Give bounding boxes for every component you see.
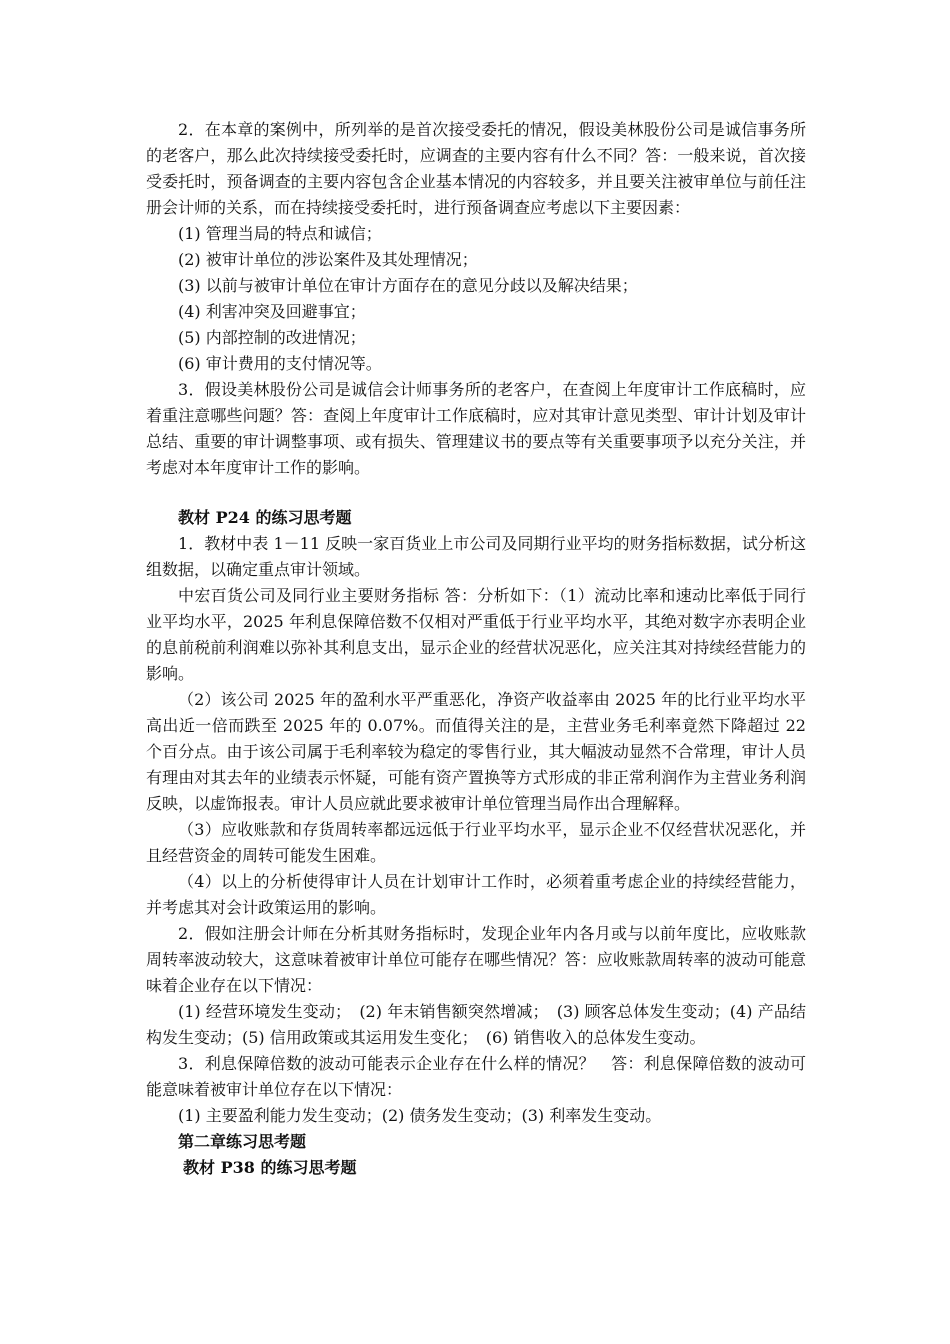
question-3-paragraph: 3．假设美林股份公司是诚信会计师事务所的老客户，在查阅上年度审计工作底稿时，应着重注意哪些问题？答：查阅上年度审计工作底稿时，应对其审计意见类型、审计计划及审计总结、重要的审计调整事项、或有损失、管理建议书的要点等有关重要事项予以充分关注，并考虑对本年度审计工作的影响。: [146, 380, 806, 477]
p24-answer-4: （4）以上的分析使得审计人员在计划审计工作时，必须着重考虑企业的持续经营能力，并考虑其对会计政策运用的影响。: [146, 872, 806, 917]
p24-answer-3: （3）应收账款和存货周转率都远远低于行业平均水平，显示企业不仅经营状况恶化，并且经营资金的周转可能发生困难。: [146, 820, 806, 865]
document-page: [146, 117, 806, 1181]
list-item: (1) 管理当局的特点和诚信；: [178, 224, 382, 243]
chapter-2-heading: 第二章练习思考题: [178, 1132, 307, 1151]
p24-question-2: 2．假如注册会计师在分析其财务指标时，发现企业年内各月或与以前年度比，应收账款周转率波动较大，这意味着被审计单位可能存在哪些情况？答：应收账款周转率的波动可能意味着企业存在以下情况：: [146, 924, 806, 995]
p24-answer-1: 中宏百货公司及同行业主要财务指标 答：分析如下：（1）流动比率和速动比率低于同行业平均水平，2025 年利息保障倍数不仅相对严重低于行业平均水平，其绝对数字亦表明企业的息前税前利润难以弥补其利息支出，显示企业的经营状况恶化，应关注其对持续经营能力的影响。: [146, 586, 806, 683]
section-heading-p24: 教材 P24 的练习思考题: [178, 508, 352, 527]
list-item: (3) 以前与被审计单位在审计方面存在的意见分歧以及解决结果；: [178, 276, 638, 295]
p24-question-3: 3．利息保障倍数的波动可能表示企业存在什么样的情况？ 答：利息保障倍数的波动可能意味着被审计单位存在以下情况：: [146, 1054, 806, 1099]
p24-question-3-items: (1) 主要盈利能力发生变动；(2) 债务发生变动；(3) 利率发生变动。: [178, 1106, 662, 1125]
p24-question-2-items: (1) 经营环境发生变动； (2) 年末销售额突然增减； (3) 顾客总体发生变动；(4) 产品结构发生变动；(5) 信用政策或其运用发生变化； (6) 销售收入的总体发生变动。: [146, 1002, 806, 1047]
p24-question-1: 1．教材中表 1－11 反映一家百货业上市公司及同期行业平均的财务指标数据，试分析这组数据，以确定重点审计领域。: [146, 534, 806, 579]
section-heading-p38: 教材 P38 的练习思考题: [183, 1158, 357, 1177]
list-item: (2) 被审计单位的涉讼案件及其处理情况；: [178, 250, 478, 269]
list-item: (5) 内部控制的改进情况；: [178, 328, 366, 347]
list-item: (6) 审计费用的支付情况等。: [178, 354, 382, 373]
list-item: (4) 利害冲突及回避事宜；: [178, 302, 366, 321]
question-2-paragraph: 2．在本章的案例中，所列举的是首次接受委托的情况，假设美林股份公司是诚信事务所的老客户，那么此次持续接受委托时，应调查的主要内容有什么不同？答：一般来说，首次接受委托时，预备调查的主要内容包含企业基本情况的内容较多，并且要关注被审单位与前任注册会计师的关系，而在持续接受委托时，进行预备调查应考虑以下主要因素：: [146, 120, 806, 217]
p24-answer-2: （2）该公司 2025 年的盈利水平严重恶化，净资产收益率由 2025 年的比行业平均水平高出近一倍而跌至 2025 年的 0.07%。而值得关注的是，主营业务毛利率竟然下降超过 22 个百分点。由于该公司属于毛利率较为稳定的零售行业，其大幅波动显然不合常理，审计人员有理由对其去年的业绩表示怀疑，可能有资产置换等方式形成的非正常利润作为主营业务利润反映，以虚饰报表。审计人员应就此要求被审计单位管理当局作出合理解释。: [146, 690, 806, 813]
